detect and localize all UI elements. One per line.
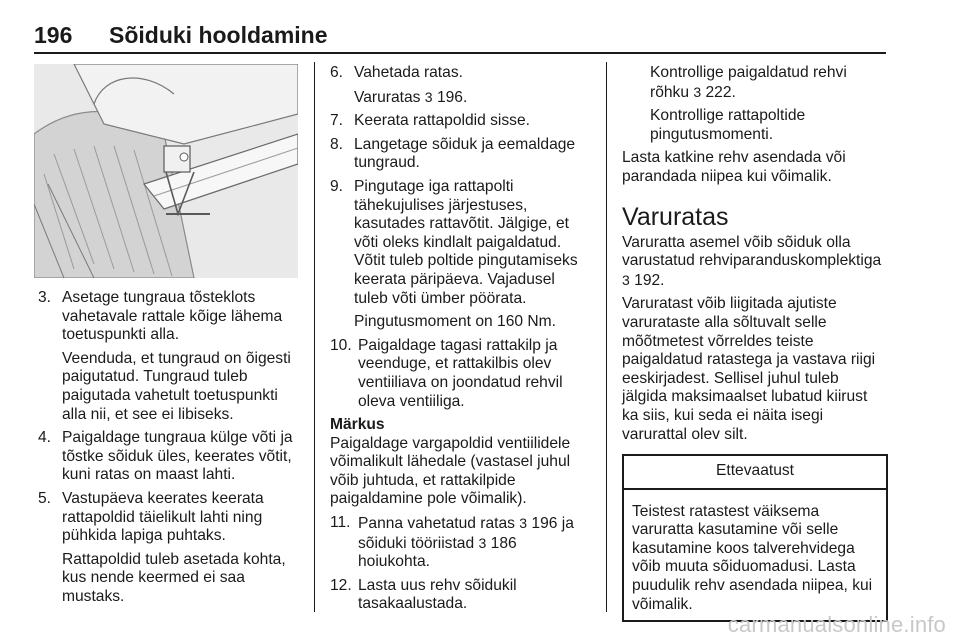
step-6 <box>330 64 590 83</box>
step-12 <box>330 577 590 614</box>
column-2 <box>330 64 590 619</box>
reference-page[interactable]: 196 ja <box>531 515 574 533</box>
step-text: Langetage sõiduk ja eemaldage tungraud. <box>354 135 576 172</box>
section-heading: Varuratas <box>622 202 729 231</box>
step-text: Vahetada ratas. <box>354 64 463 81</box>
reference-page[interactable]: 196. <box>436 88 468 106</box>
page-number: 196 <box>34 22 73 48</box>
step-6-note <box>330 88 590 108</box>
step-text-part: Panna vahetatud ratas <box>358 515 515 533</box>
caution-box <box>622 454 888 622</box>
column-divider-1 <box>314 62 315 612</box>
page-reference-icon[interactable]: 3 <box>693 83 702 100</box>
step-text: Paigaldage tagasi rattakilp ja veenduge, et rattakilbis olev ventiiliava on joondatud rehvil oleva ventiiliga. <box>358 336 563 410</box>
caution-text: Teistest ratastest väiksema varuratta kasutamine või selle kasutamine koos talverehvidega võib muuta sõiduomadusi. Lasta puudulik rehv asendada niipea, kui võimalik. <box>632 502 873 613</box>
header-rule <box>34 52 886 54</box>
step-number: 8. <box>330 135 344 153</box>
step-5 <box>38 490 300 546</box>
step-number: 12. <box>330 576 352 594</box>
continued-check-pressure <box>622 64 888 102</box>
step-text: Pingutage iga rattapolti tähekujulises järjestuses, kasutades rattavõtit. Jälgige, et võti oleks kindlalt paigaldatud. Võtit tuleb poltide pingutamiseks keerata päripäeva. Vajadusel tuleb võti ümber pöörata. <box>354 177 578 307</box>
step-number: 4. <box>38 429 52 447</box>
step-number: 6. <box>330 64 344 81</box>
step-4 <box>38 429 300 485</box>
caution-title: Ettevaatust <box>624 456 886 490</box>
paragraph: Lasta katkine rehv asendada või parandada niipea kui võimalik. <box>622 149 846 185</box>
step-3 <box>38 289 300 345</box>
reference-page[interactable]: 222. <box>705 83 736 101</box>
page-reference-icon[interactable]: 3 <box>519 515 528 532</box>
page-title: Sõiduki hooldamine <box>109 22 328 48</box>
step-text: Asetage tungraua tõsteklots vahetavale rattale kõige lähema toetuspunkti alla. <box>62 289 283 344</box>
page-reference-icon[interactable]: 3 <box>478 534 487 551</box>
page-reference-icon[interactable]: 3 <box>424 88 433 105</box>
step-number: 7. <box>330 112 344 130</box>
step-text: Vastupäeva keerates keerata rattapoldid täielikult lahti ning pühkida lapiga puhtaks. <box>62 489 264 545</box>
step-number: 11. <box>330 514 351 532</box>
jack-illustration <box>34 64 298 278</box>
step-3-note: Veenduda, et tungraud on õigesti paigutatud. Tungraud tuleb paigutada vahetult toetuspunkti alla nii, et see ei libiseks. <box>62 349 291 423</box>
step-number: 9. <box>330 177 344 195</box>
reference-page[interactable]: 186 <box>490 534 517 552</box>
column-divider-2 <box>606 62 607 612</box>
paragraph-text: Kontrollige paigaldatud rehvi rõhku <box>650 64 847 101</box>
step-number: 3. <box>38 289 52 306</box>
paragraph <box>622 234 888 291</box>
step-text: Lasta uus rehv sõidukil tasakaalustada. <box>358 576 517 613</box>
step-text <box>358 514 590 572</box>
step-9-note: Pingutusmoment on 160 Nm. <box>354 313 556 331</box>
paragraph-text: Varuratta asemel võib sõiduk olla varustatud rehviparanduskomplektiga <box>622 233 882 270</box>
page-reference-icon[interactable]: 3 <box>622 271 630 288</box>
step-10 <box>330 337 590 411</box>
note-text: Varuratas <box>354 88 421 106</box>
step-text: Paigaldage tungraua külge võti ja tõstke sõiduk üles, keerates võtit, kuni ratas on maast lahti. <box>62 429 293 484</box>
step-text-part: hoiukohta. <box>358 553 430 571</box>
note-text: Paigaldage vargapoldid ventiilidele võimalikult lähedale (vastasel juhul võib juhtuda, et rattakilpide paigaldamine pole võimalik). <box>330 434 571 508</box>
step-number: 5. <box>38 489 52 507</box>
paragraph: Varuratast võib liigitada ajutiste varurataste alla sõltuvalt selle mõõtmetest võrreldes teiste paigaldatud ratastega ja vastava riigi eeskirjadest. Sellisel juhul tuleb jälgida maksimaalset lubatud kiirust ka siis, kui seda ei näita isegi varurattal olev silt. <box>622 295 876 443</box>
step-text-part: sõiduki tööriistad <box>358 534 475 552</box>
note-title: Märkus <box>330 416 385 434</box>
column-1 <box>38 289 300 612</box>
step-number: 10. <box>330 336 352 354</box>
watermark: carmanualsonline.info <box>727 612 946 637</box>
page-header <box>34 22 886 54</box>
step-9 <box>330 178 590 308</box>
step-7 <box>330 112 590 131</box>
step-text: Keerata rattapoldid sisse. <box>354 112 530 130</box>
column-3 <box>622 64 888 622</box>
reference-page[interactable]: 192. <box>634 271 665 289</box>
step-5-note: Rattapoldid tuleb asetada kohta, kus nende keermed ei saa mustaks. <box>62 550 286 605</box>
jack-under-vehicle-icon <box>34 64 298 278</box>
step-11 <box>330 514 590 572</box>
step-8 <box>330 136 590 173</box>
continued-check-torque: Kontrollige rattapoltide pingutusmomenti. <box>650 107 806 143</box>
